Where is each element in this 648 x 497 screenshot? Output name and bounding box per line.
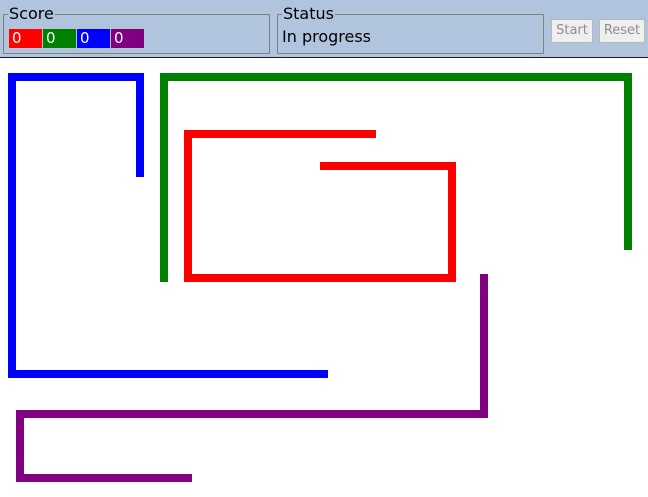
start-button[interactable]: Start [551, 19, 593, 43]
score-red: 0 [9, 29, 42, 48]
score-legend: Score [9, 4, 54, 23]
score-panel [3, 4, 270, 54]
score-green: 0 [43, 29, 76, 48]
status-text: In progress [282, 27, 372, 46]
status-legend: Status [283, 4, 334, 23]
top-toolbar [0, 0, 648, 58]
red-snake-trail [188, 134, 452, 278]
blue-snake-trail [12, 77, 328, 374]
reset-button[interactable]: Reset [599, 19, 645, 43]
score-blue: 0 [77, 29, 110, 48]
score-purple: 0 [111, 29, 144, 48]
status-panel [277, 4, 544, 54]
game-board[interactable] [0, 59, 648, 497]
green-snake-trail [164, 77, 628, 282]
